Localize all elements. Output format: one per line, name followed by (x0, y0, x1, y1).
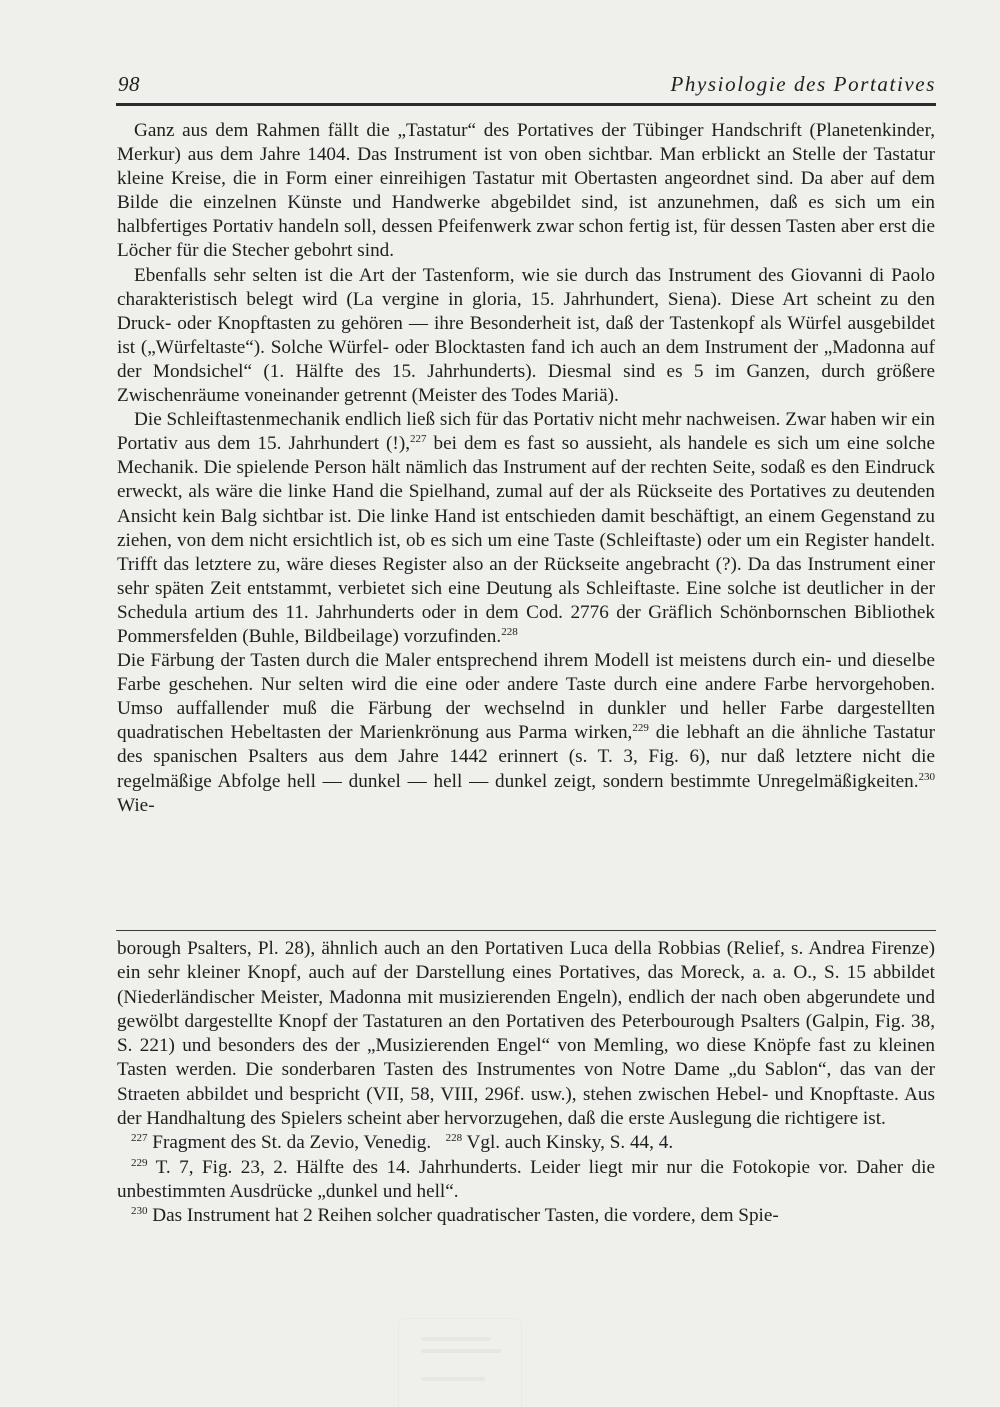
footnote-227-text: Fragment des St. da Zevio, Venedig. (147, 1132, 432, 1154)
paragraph-4-text-c: Wie- (117, 794, 155, 816)
footnote-continued: borough Psalters, Pl. 28), ähnlich auch an den Portativen Luca della Robbias (Relief, s. Andrea Firenze) ein sehr kleiner Knopf, auch auf der Darstellung eines Portatives, das Moreck, a. a. O., S. 15 abbildet (Niederländischer Meister, Madonna mit musizierenden Engeln), endlich der nach oben abgerundete und gewölbt dargestellte Knopf der Tastaturen an den Portativen des Peterbourough Psalters (Galpin, Fig. 38, S. 221) und besonders des der „Musizierenden Engel“ von Memling, wo diese Knöpfe fast zu kleinen Tasten werden. Die sonderbaren Tasten des Instrumentes von Notre Dame „du Sablon“, das van der Straeten abbildet und bespricht (VII, 58, VIII, 296f. usw.), stehen zwischen Hebel- und Knopftaste. Aus der Handhaltung des Spielers scheint aber hervorzugehen, daß die erste Auslegung die richtigere ist. (117, 938, 935, 1130)
stamp-mark (421, 1349, 501, 1353)
library-stamp (398, 1318, 522, 1407)
page-header (118, 72, 936, 102)
paragraph-4-text-a: Die Färbung der Tasten durch die Maler entsprechend ihrem Modell ist meistens durch ein- und dieselbe Farbe geschehen. Nur selten wird die eine oder andere Taste durch eine andere Farbe hervorgehoben. Umso auffallender muß die Färbung der wechselnd in dunkler und heller Farbe dargestellten quadratischen Hebeltasten der Marienkrönung aus Parma wirken, (117, 650, 935, 744)
footnote-229 (117, 1156, 935, 1205)
footnotes-227-228 (117, 1131, 935, 1155)
footnote-229-text: T. 7, Fig. 23, 2. Hälfte des 14. Jahrhunderts. Leider liegt mir nur die Fotokopie vor. Daher die unbestimmten Ausdrücke „dunkel und hell“. (117, 1156, 935, 1202)
footnote-number-229: 229 (131, 1156, 148, 1169)
stamp-mark (421, 1377, 485, 1381)
footnotes (117, 937, 935, 1229)
footnote-rule (116, 930, 936, 931)
footnote-ref-230: 230 (918, 770, 935, 783)
footnote-230 (117, 1204, 935, 1228)
footnote-ref-228: 228 (501, 625, 518, 638)
main-text (117, 119, 935, 818)
footnote-ref-227: 227 (410, 433, 427, 446)
paragraph-3 (117, 408, 935, 649)
footnote-number-227: 227 (131, 1132, 148, 1145)
footnote-number-230: 230 (131, 1205, 148, 1218)
stamp-mark (421, 1337, 491, 1341)
footnote-228-text: Vgl. auch Kinsky, S. 44, 4. (462, 1132, 674, 1154)
paragraph-3-text-b: bei dem es fast so aussieht, als handele es sich um eine solche Mechanik. Die spielende Person hält nämlich das Instrument auf der rechten Seite, sodaß es den Eindruck erweckt, als wäre die linke Hand die Spielhand, zumal auf der als Rückseite des Portatives zu deutenden Ansicht kein Balg sichtbar ist. Die linke Hand ist entschieden damit beschäftigt, an einem Gegenstand zu ziehen, von dem nicht ersichtlich ist, ob es sich um eine Taste (Schleiftaste) oder um ein Register handelt. Trifft das letztere zu, wäre dieses Register also an der Rückseite angebracht (?). Da das Instrument einer sehr späten Zeit entstammt, verbietet sich eine Deutung als Schleiftaste. Eine solche ist deutlicher in der Schedula artium des 11. Jahrhunderts oder in dem Cod. 2776 der Gräflich Schönbornschen Bibliothek Pommersfelden (Buhle, Bildbeilage) vorzufinden. (117, 433, 935, 647)
header-rule (116, 103, 936, 106)
paragraph-3-text-a: Die Schleiftastenmechanik endlich ließ sich für das Portativ nicht mehr nachweisen. Zwar haben wir ein Portativ aus dem 15. Jahrhundert (!), (117, 409, 935, 455)
running-title: Physiologie des Portatives (670, 72, 936, 96)
paragraph-1: Ganz aus dem Rahmen fällt die „Tastatur“ des Portatives der Tübinger Handschrift (Planetenkinder, Merkur) aus dem Jahre 1404. Das Instrument ist von oben sichtbar. Man erblickt an Stelle der Tastatur kleine Kreise, die in Form einer einreihigen Tastatur mit Obertasten angeordnet sind. Da aber auf dem Bilde die einzelnen Künste und Handwerke abgebildet sind, ist anzunehmen, daß es sich um ein halbfertiges Portativ handeln soll, dessen Pfeifenwerk zwar schon fertig ist, für dessen Tasten aber erst die Löcher für die Stecher gebohrt sind. (117, 120, 935, 262)
paragraph-4 (117, 649, 935, 818)
paragraph-4-text-b: die lebhaft an die ähnliche Tastatur des spanischen Psalters aus dem Jahre 1442 erinnert (s. T. 3, Fig. 6), nur daß letztere nicht die regelmäßige Abfolge hell — dunkel — hell — dunkel zeigt, sondern bestimmte Unregelmäßigkeiten. (117, 722, 935, 792)
footnote-number-228: 228 (445, 1132, 463, 1145)
footnote-230-text: Das Instrument hat 2 Reihen solcher quadratischer Tasten, die vordere, dem Spie- (147, 1205, 779, 1227)
paragraph-2: Ebenfalls sehr selten ist die Art der Tastenform, wie sie durch das Instrument des Giovanni di Paolo charakteristisch belegt wird (La vergine in gloria, 15. Jahrhundert, Siena). Diese Art scheint zu den Druck- oder Knopftasten zu gehören — ihre Besonderheit ist, daß der Tastenkopf als Würfel ausgebildet ist („Würfeltaste“). Solche Würfel- oder Blocktasten fand ich auch an dem Instrument der „Madonna auf der Mondsichel“ (1. Hälfte des 15. Jahrhunderts). Diesmal sind es 5 im Ganzen, durch größere Zwischenräume voneinander getrennt (Meister des Todes Mariä). (117, 264, 935, 407)
page-number: 98 (118, 72, 140, 96)
footnote-ref-229: 229 (632, 722, 649, 735)
